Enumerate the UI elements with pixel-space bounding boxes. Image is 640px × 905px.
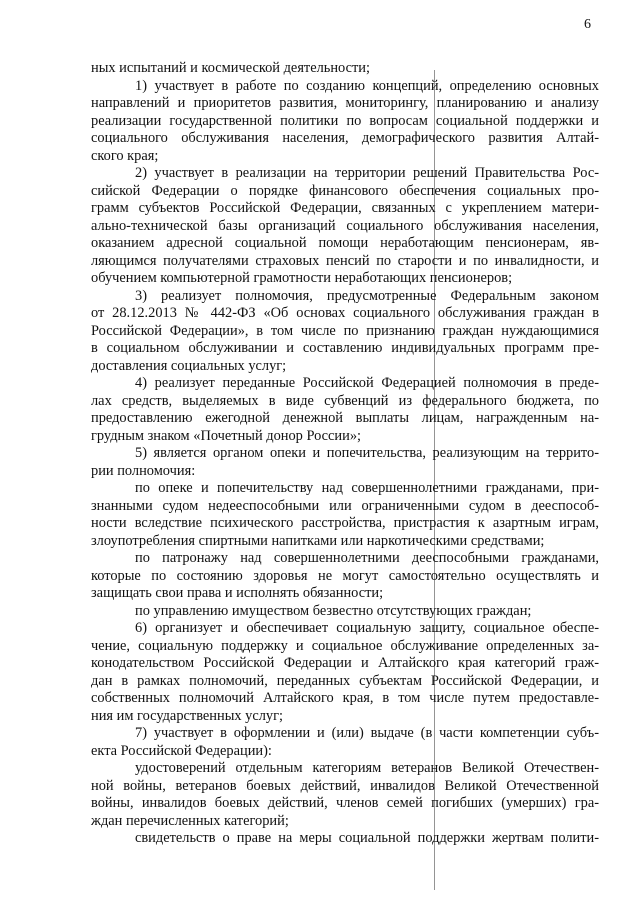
text-line: ляющимся получателями страховых пенсий по старости и по инвалидности, и (91, 252, 599, 269)
text-line: екта Российской Федерации): (91, 742, 272, 759)
text-line: 7) участвует в оформлении и (или) выдаче (в части компетенции субъ- (135, 725, 599, 741)
text-line: от 28.12.2013 № 442-ФЗ «Об основах социального обслуживания граждан в (91, 305, 599, 321)
text-line: свидетельств о праве на меры социальной поддержки жертвам полити- (135, 830, 599, 846)
text-line: 4) реализует переданные Российской Федерацией полномочия в преде- (135, 375, 599, 391)
text-line: по управлению имуществом безвестно отсутствующих граждан; (135, 602, 532, 619)
text-line: направлений и приоритетов развития, мониторингу, планированию и анализу (91, 95, 599, 111)
text-line: сийской Федерации о порядке финансового обеспечения социальных про- (91, 182, 599, 199)
text-line: ной войны, ветеранов боевых действий, инвалидов Великой Отечественной (91, 777, 599, 794)
text-line: грудным знаком «Почетный донор России»; (91, 427, 362, 444)
document-body (91, 60, 599, 848)
text-line: 1) участвует в работе по созданию концепций, определению основных (135, 77, 599, 94)
text-line: лах средств, выделяемых в виде субвенций из федерального бюджета, по (91, 392, 599, 409)
text-line: защищать свои права и исполнять обязанности; (91, 585, 384, 601)
text-line: конодательством Российской Федерации и Алтайского края категорий граж- (91, 655, 599, 671)
text-line: ждан перечисленных категорий; (91, 812, 289, 829)
text-line: которые по состоянию здоровья не могут самостоятельно осуществлять и (91, 567, 599, 584)
text-line: доставления социальных услуг; (91, 357, 287, 374)
text-line: обучением компьютерной грамотности неработающих пенсионеров; (91, 270, 513, 286)
text-line: по патронажу над совершеннолетними дееспособными гражданами, (135, 550, 599, 566)
text-line: 2) участвует в реализации на территории решений Правительства Рос- (135, 165, 599, 181)
text-line: ных испытаний и космической деятельности; (91, 60, 370, 76)
text-line: в социальном обслуживании и составлению индивидуальных программ пре- (91, 340, 599, 356)
text-line: удостоверений отдельным категориям ветеранов Великой Отечествен- (135, 760, 599, 776)
text-line: ально-технической базы организаций социального обслуживания населения, (91, 217, 599, 234)
text-line: собственных полномочий Алтайского края, в том числе путем предоставле- (91, 690, 599, 706)
text-line: оказанием адресной социальной помощи неработающим пенсионерам, яв- (91, 235, 599, 251)
text-line: ния им государственных услуг; (91, 707, 284, 724)
text-line: знанными судом недееспособными или ограниченными судом в дееспособ- (91, 497, 599, 514)
text-line: ности вследствие психического расстройства, пристрастия к азартным играм, (91, 515, 599, 531)
text-line: предоставлению ежегодной денежной выплаты лицам, награжденным на- (91, 410, 599, 426)
text-line: 6) организует и обеспечивает социальную защиту, социальное обеспе- (135, 620, 599, 636)
text-line: реализации государственной политики по вопросам социальной поддержки и (91, 112, 599, 129)
text-line: ского края; (91, 147, 159, 164)
text-line: социального обслуживания населения, демографического развития Алтай- (91, 130, 599, 146)
page-number: 6 (584, 17, 591, 32)
text-line: рии полномочия: (91, 462, 196, 479)
text-line: грамм субъектов Российской Федерации, связанных с укреплением матери- (91, 200, 599, 216)
text-line: чение, социальную поддержку и социальное обслуживание определенных за- (91, 637, 599, 654)
text-line: 5) является органом опеки и попечительства, реализующим на террито- (135, 445, 599, 461)
text-line: войны, инвалидов боевых действий, членов семей погибших (умерших) гра- (91, 795, 599, 811)
text-line: злоупотребления спиртными напитками или наркотическими средствами; (91, 532, 545, 549)
text-line: 3) реализует полномочия, предусмотренные Федеральным законом (135, 287, 599, 304)
text-line: по опеке и попечительству над совершеннолетними гражданами, при- (135, 480, 599, 496)
text-line: дан в рамках полномочий, переданных субъектам Российской Федерации, и (91, 672, 599, 689)
text-line: Российской Федерации», в том числе по признанию граждан нуждающимися (91, 322, 599, 339)
